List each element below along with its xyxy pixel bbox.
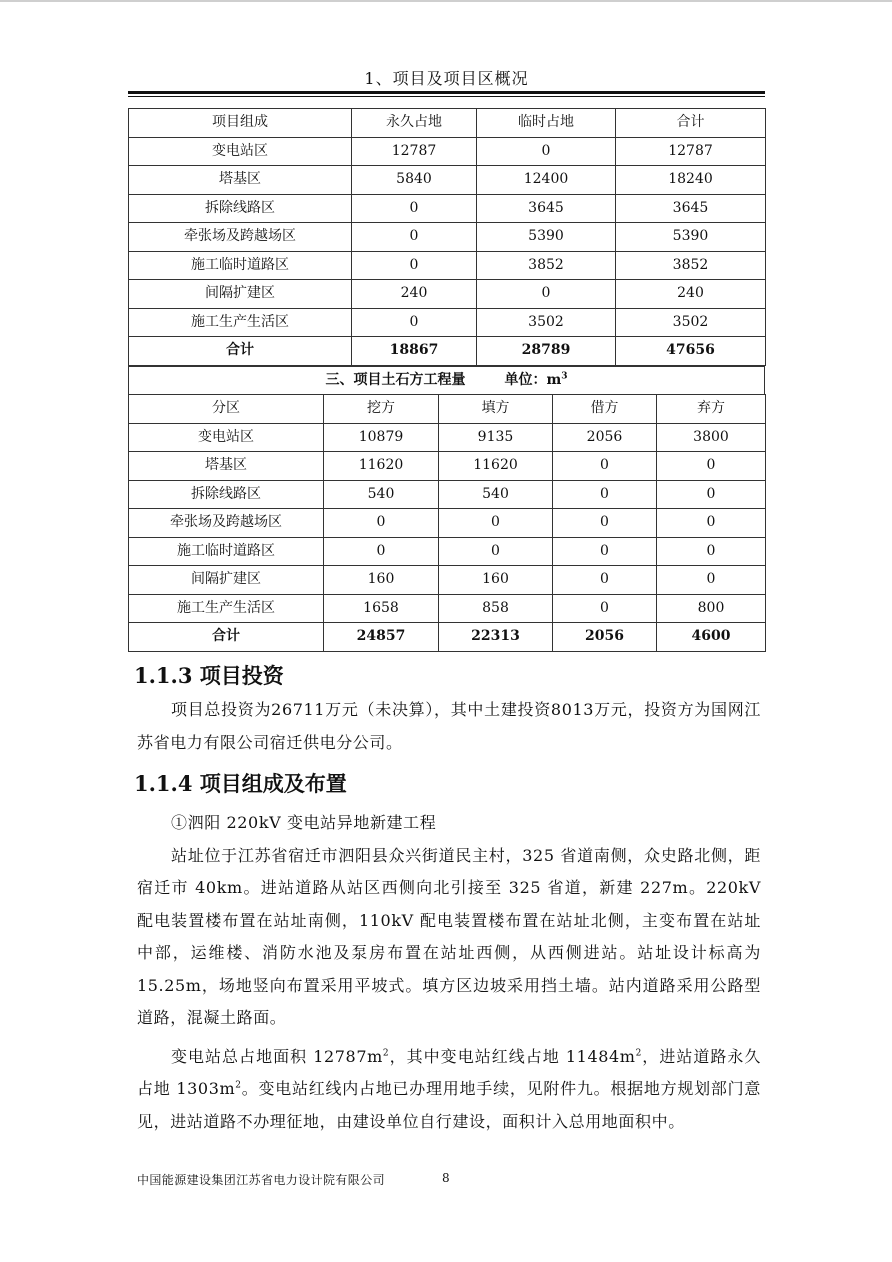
table-row (129, 537, 766, 566)
table-total-row (129, 623, 766, 652)
table-cell: 合计 (129, 623, 324, 652)
table-cell: 3852 (477, 251, 616, 280)
table-cell: 拆除线路区 (129, 194, 352, 223)
table-row (129, 166, 766, 195)
page-header-title: 1、项目及项目区概况 (364, 69, 529, 88)
column-header: 挖方 (324, 395, 439, 424)
table-cell: 0 (324, 509, 439, 538)
item-title: ①泗阳 220kV 变电站异地新建工程 (171, 813, 437, 832)
table-cell: 22313 (439, 623, 553, 652)
table-cell: 2056 (553, 423, 657, 452)
table-cell: 2056 (553, 623, 657, 652)
table-cell: 0 (657, 452, 766, 481)
table-cell: 牵张场及跨越场区 (129, 509, 324, 538)
table-cell: 160 (324, 566, 439, 595)
table-cell: 9135 (439, 423, 553, 452)
table-cell: 11620 (439, 452, 553, 481)
table-cell: 12400 (477, 166, 616, 195)
table-row (129, 566, 766, 595)
section-heading-investment: 1.1.3 项目投资 (134, 663, 284, 688)
table-cell: 0 (439, 509, 553, 538)
table-cell: 5840 (352, 166, 477, 195)
column-header: 填方 (439, 395, 553, 424)
table-cell: 11620 (324, 452, 439, 481)
table-cell: 12787 (352, 137, 477, 166)
table-cell: 0 (657, 509, 766, 538)
table-cell: 3502 (477, 308, 616, 337)
table-header-row (129, 395, 766, 424)
table-row (129, 308, 766, 337)
table-cell: 0 (553, 452, 657, 481)
earthwork-title-cell (129, 367, 765, 395)
table-row (129, 480, 766, 509)
table-cell: 3852 (616, 251, 766, 280)
table-cell: 800 (657, 594, 766, 623)
earthwork-title-table (128, 366, 765, 395)
table-cell: 合计 (129, 337, 352, 366)
table-header-row (129, 109, 766, 138)
table-cell: 858 (439, 594, 553, 623)
table-cell: 3645 (616, 194, 766, 223)
table-cell: 540 (324, 480, 439, 509)
table-cell: 3800 (657, 423, 766, 452)
layout-body (137, 807, 761, 1138)
table-cell: 240 (616, 280, 766, 309)
column-header: 合计 (616, 109, 766, 138)
table-cell: 0 (324, 537, 439, 566)
table-cell: 0 (477, 280, 616, 309)
table-cell: 施工生产生活区 (129, 308, 352, 337)
table-cell: 施工临时道路区 (129, 251, 352, 280)
table-row (129, 594, 766, 623)
land-occupation-table (128, 108, 766, 366)
table-cell: 塔基区 (129, 166, 352, 195)
table-cell: 0 (657, 537, 766, 566)
table-cell: 47656 (616, 337, 766, 366)
page-footer (137, 1171, 451, 1188)
page-number: 8 (442, 1171, 451, 1185)
table-cell: 拆除线路区 (129, 480, 324, 509)
table-cell: 5390 (616, 223, 766, 252)
column-header: 分区 (129, 395, 324, 424)
table-cell: 540 (439, 480, 553, 509)
table-cell: 0 (553, 566, 657, 595)
earthwork-table (128, 394, 766, 652)
table-row (129, 280, 766, 309)
table-cell: 0 (553, 509, 657, 538)
table-cell: 240 (352, 280, 477, 309)
column-header: 借方 (553, 395, 657, 424)
column-header: 临时占地 (477, 109, 616, 138)
table-cell: 0 (352, 251, 477, 280)
table-cell: 18240 (616, 166, 766, 195)
table-cell: 施工临时道路区 (129, 537, 324, 566)
investment-paragraph (137, 694, 761, 759)
header-rule-thin (128, 96, 765, 97)
table-row (129, 137, 766, 166)
table-cell: 施工生产生活区 (129, 594, 324, 623)
table-cell: 18867 (352, 337, 477, 366)
unit-value: m (546, 372, 562, 388)
table-cell: 0 (657, 480, 766, 509)
site-paragraph: 站址位于江苏省宿迁市泗阳县众兴街道民主村，325 省道南侧，众史路北侧，距宿迁市 40km。进站道路从站区西侧向北引接至 325 省道，新建 227m。220kV 配电装置楼布置在站址南侧，110kV 配电装置楼布置在站址北侧，主变布置在站址中部，运维楼、消防水池及泵房布置在站址西侧，从西侧进站。站址设计标高为 15.25m，场地竖向布置采用平坡式。填方区边坡采用挡土墙。站内道路采用公路型道路，混凝土路面。 (137, 845, 761, 1027)
table-cell: 24857 (324, 623, 439, 652)
table-cell: 间隔扩建区 (129, 280, 352, 309)
table-cell: 1658 (324, 594, 439, 623)
table-cell: 0 (352, 223, 477, 252)
column-header: 永久占地 (352, 109, 477, 138)
column-header: 弃方 (657, 395, 766, 424)
table-row (129, 194, 766, 223)
table-cell: 间隔扩建区 (129, 566, 324, 595)
table-cell: 牵张场及跨越场区 (129, 223, 352, 252)
table-cell: 0 (352, 194, 477, 223)
table-cell: 变电站区 (129, 423, 324, 452)
table-cell: 0 (352, 308, 477, 337)
table-cell: 10879 (324, 423, 439, 452)
page-top-border (0, 0, 892, 2)
table-cell: 4600 (657, 623, 766, 652)
table-row (129, 509, 766, 538)
section-heading-layout: 1.1.4 项目组成及布置 (134, 771, 347, 796)
header-rule-thick (128, 91, 765, 94)
unit-superscript: 3 (561, 371, 568, 382)
table-cell: 0 (477, 137, 616, 166)
table-row (129, 452, 766, 481)
table-cell: 0 (553, 537, 657, 566)
table-cell: 3645 (477, 194, 616, 223)
area-paragraph: 变电站总占地面积 $12787m^2$，其中变电站红线占地 $11484m^2$，进站道路永久占地 $1303m^2$。变电站红线内占地已办理用地手续，见附件九。根据地方规划部门意见，进站道路不办理征地，由建设单位自行建设，面积计入总用地面积中。 (137, 1046, 761, 1131)
investment-text: 项目总投资为26711万元（未决算），其中土建投资8013万元，投资方为国网江苏省电力有限公司宿迁供电分公司。 (137, 700, 761, 752)
table-cell: 0 (439, 537, 553, 566)
earthwork-title: 三、项目土石方工程量 (325, 372, 466, 388)
table-cell: 0 (657, 566, 766, 595)
table-cell: 12787 (616, 137, 766, 166)
table-cell: 3502 (616, 308, 766, 337)
unit-label: 单位： (504, 372, 547, 388)
table-total-row (129, 337, 766, 366)
table-row (129, 423, 766, 452)
table-cell: 28789 (477, 337, 616, 366)
table-cell: 160 (439, 566, 553, 595)
table-cell: 变电站区 (129, 137, 352, 166)
table-row (129, 251, 766, 280)
table-cell: 0 (553, 594, 657, 623)
table-cell: 0 (553, 480, 657, 509)
footer-organization: 中国能源建设集团江苏省电力设计院有限公司 (137, 1173, 386, 1187)
column-header: 项目组成 (129, 109, 352, 138)
table-cell: 塔基区 (129, 452, 324, 481)
table-cell: 5390 (477, 223, 616, 252)
table-row (129, 223, 766, 252)
